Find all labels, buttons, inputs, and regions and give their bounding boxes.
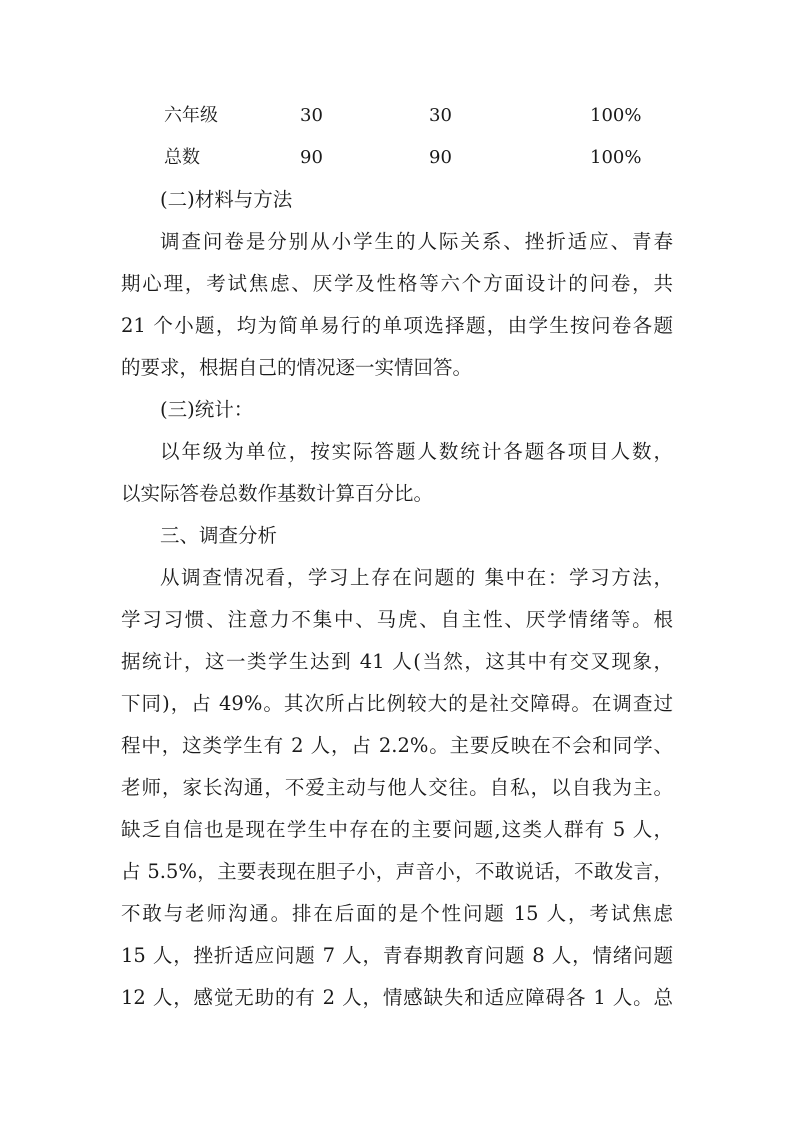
paragraph-line: 学习习惯、注意力不集中、马虎、自主性、厌学情绪等。根 — [121, 608, 673, 631]
paragraph-line: 从调查情况看，学习上存在问题的 集中在：学习方法， — [160, 566, 673, 589]
count-cell: 90 — [429, 147, 452, 168]
paragraph-line: 期心理，考试焦虑、厌学及性格等六个方面设计的问卷，共 — [121, 272, 673, 295]
section-heading-materials: (二)材料与方法 — [160, 188, 293, 211]
count-cell: 90 — [300, 147, 323, 168]
section-heading-analysis: 三、调查分析 — [160, 524, 278, 547]
paragraph-line: 12 人，感觉无助的有 2 人，情感缺失和适应障碍各 1 人。总 — [121, 986, 673, 1009]
paragraph-line: 下同)，占 49%。其次所占比例较大的是社交障碍。在调查过 — [121, 692, 673, 715]
paragraph-line: 21 个小题，均为简单易行的单项选择题，由学生按问卷各题 — [121, 314, 673, 337]
count-cell: 30 — [300, 105, 323, 126]
paragraph-line: 老师，家长沟通，不爱主动与他人交往。自私，以自我为主。 — [121, 776, 673, 799]
paragraph-line: 调查问卷是分别从小学生的人际关系、挫折适应、青春 — [160, 230, 673, 253]
paragraph-line: 占 5.5%，主要表现在胆子小，声音小，不敢说话，不敢发言， — [121, 860, 673, 883]
count-cell: 30 — [429, 105, 452, 126]
paragraph-line: 15 人，挫折适应问题 7 人，青春期教育问题 8 人，情绪问题 — [121, 944, 673, 967]
paragraph-line: 缺乏自信也是现在学生中存在的主要问题,这类人群有 5 人， — [121, 818, 673, 841]
paragraph-line: 以年级为单位，按实际答题人数统计各题各项目人数， — [160, 440, 673, 463]
paragraph-line: 的要求，根据自己的情况逐一实情回答。 — [121, 356, 473, 379]
section-heading-stats: (三)统计： — [160, 398, 254, 421]
grade-cell: 总数 — [164, 147, 200, 168]
paragraph-line: 以实际答卷总数作基数计算百分比。 — [121, 482, 434, 505]
percent-cell: 100% — [590, 105, 642, 126]
paragraph-line: 不敢与老师沟通。排在后面的是个性问题 15 人，考试焦虑 — [121, 902, 673, 925]
grade-cell: 六年级 — [164, 105, 218, 126]
percent-cell: 100% — [590, 147, 642, 168]
paragraph-line: 据统计，这一类学生达到 41 人(当然，这其中有交叉现象， — [121, 650, 673, 673]
paragraph-line: 程中，这类学生有 2 人，占 2.2%。主要反映在不会和同学、 — [121, 734, 673, 757]
